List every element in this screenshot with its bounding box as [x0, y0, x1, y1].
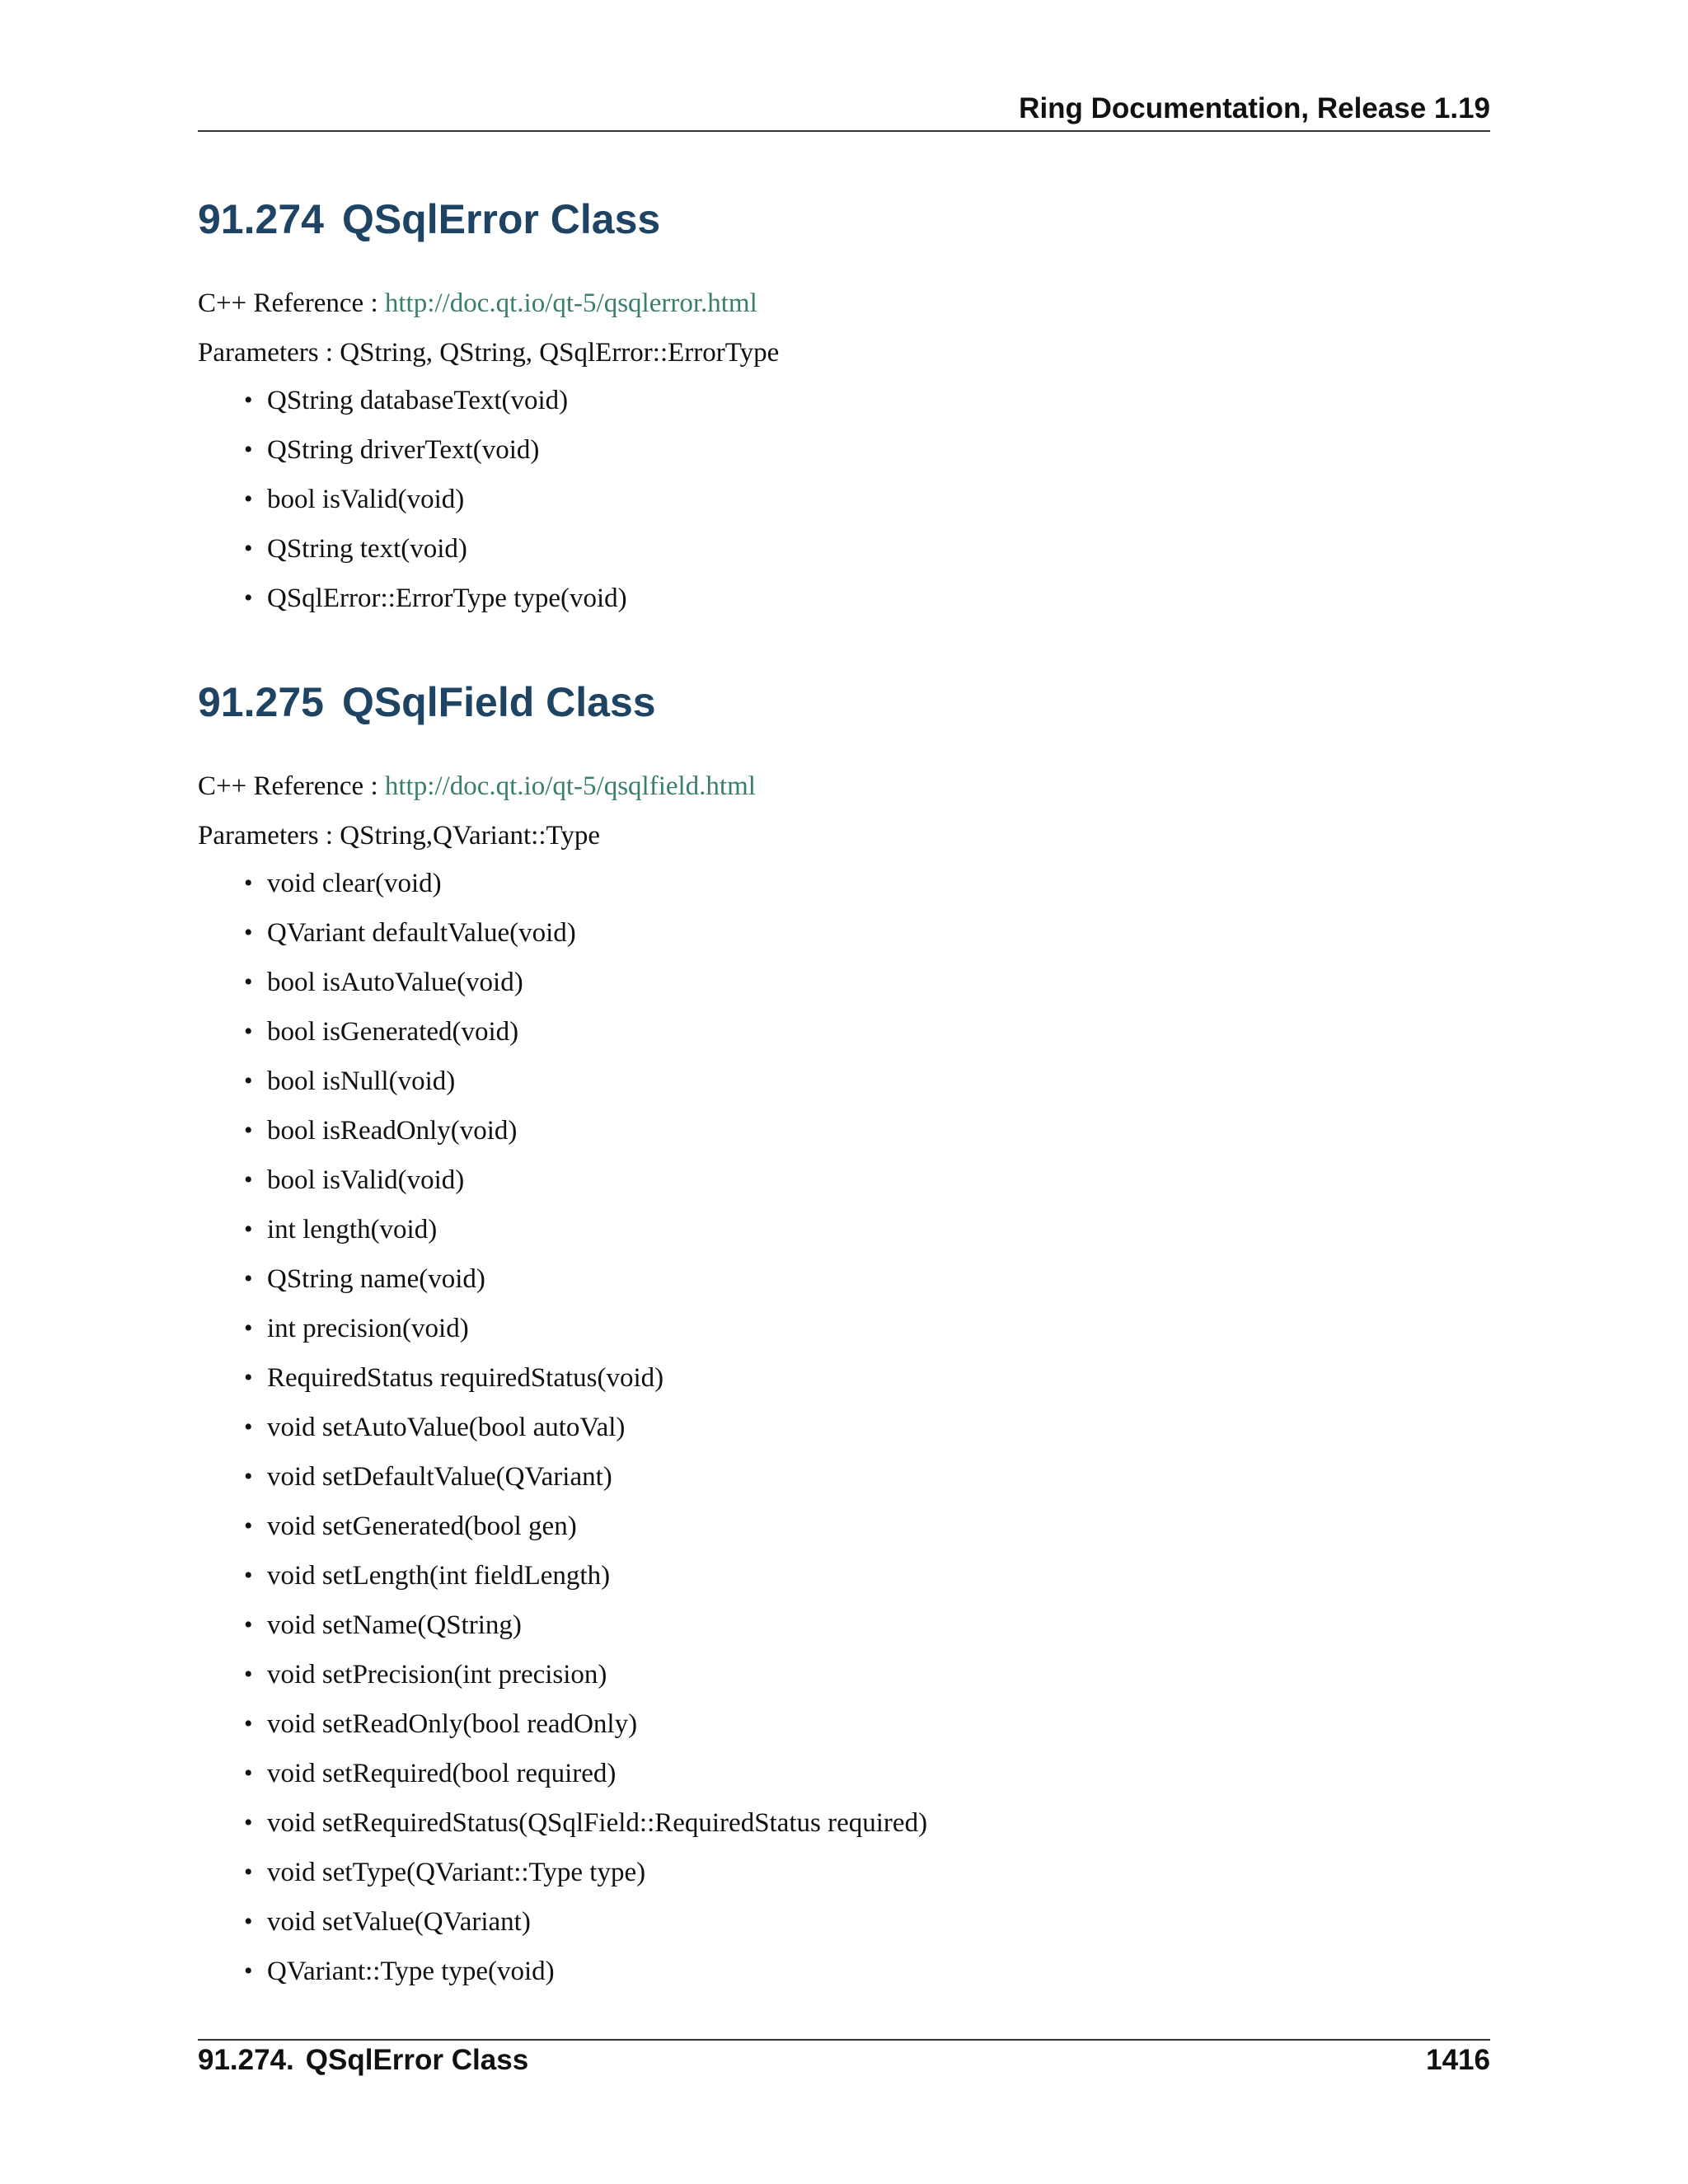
method-signature: bool isNull(void) [267, 1066, 456, 1096]
method-signature: RequiredStatus requiredStatus(void) [267, 1363, 664, 1393]
list-item [198, 1601, 927, 1650]
section-title [198, 677, 1490, 727]
method-signature: bool isAutoValue(void) [267, 968, 523, 997]
method-signature: bool isValid(void) [267, 1165, 465, 1195]
running-header: Ring Documentation, Release 1.19 [1019, 92, 1490, 124]
section-qsqlerror [198, 194, 1490, 244]
method-signature: void setPrecision(int precision) [267, 1660, 607, 1690]
list-item [198, 1947, 927, 1996]
method-list [198, 859, 927, 1996]
bullet-icon: • [244, 1364, 253, 1391]
method-signature: QString driverText(void) [267, 435, 540, 465]
bullet-icon: • [244, 1315, 253, 1342]
cpp-reference-line [198, 770, 756, 803]
reference-link[interactable]: http://doc.qt.io/qt-5/qsqlerror.html [384, 288, 757, 318]
cpp-reference-line [198, 287, 757, 320]
footer-section-name: QSqlError Class [305, 2044, 529, 2076]
section-title [198, 194, 1490, 244]
method-signature: QSqlError::ErrorType type(void) [267, 583, 627, 613]
reference-label: C++ Reference : [198, 288, 378, 318]
method-signature: void setReadOnly(bool readOnly) [267, 1709, 638, 1739]
page-number: 1416 [1426, 2044, 1490, 2076]
bullet-icon: • [244, 919, 253, 946]
list-item [198, 1254, 927, 1304]
list-item [198, 1205, 927, 1254]
list-item [198, 1106, 927, 1155]
parameters-value: QString,QVariant::Type [340, 821, 601, 851]
parameters-label: Parameters : [198, 821, 334, 851]
footer-rule [198, 2039, 1490, 2041]
list-item [198, 1897, 927, 1947]
bullet-icon: • [244, 968, 253, 996]
method-signature: int precision(void) [267, 1314, 469, 1343]
bullet-icon: • [244, 1710, 253, 1737]
bullet-icon: • [244, 1117, 253, 1144]
bullet-icon: • [244, 1908, 253, 1935]
parameters-value: QString, QString, QSqlError::ErrorType [340, 338, 780, 368]
method-signature: void setRequiredStatus(QSqlField::RequiredStatus required) [267, 1808, 928, 1838]
list-item [198, 1848, 927, 1897]
method-signature: void setName(QString) [267, 1610, 522, 1640]
bullet-icon: • [244, 1413, 253, 1441]
method-signature: QString databaseText(void) [267, 386, 569, 415]
section-heading-text: QSqlField Class [341, 679, 656, 725]
list-item [198, 958, 927, 1007]
bullet-icon: • [244, 1166, 253, 1193]
method-signature: void setAutoValue(bool autoVal) [267, 1413, 626, 1442]
section-qsqlfield [198, 677, 1490, 727]
document-page [198, 0, 1490, 2184]
section-number: 91.275 [198, 679, 324, 725]
method-signature: bool isReadOnly(void) [267, 1116, 518, 1146]
method-signature: void setValue(QVariant) [267, 1907, 531, 1937]
bullet-icon: • [244, 1957, 253, 1985]
list-item [198, 1798, 927, 1848]
method-signature: QVariant defaultValue(void) [267, 918, 576, 948]
list-item [198, 376, 627, 425]
method-signature: void setRequired(bool required) [267, 1759, 617, 1788]
bullet-icon: • [244, 1562, 253, 1589]
method-signature: void clear(void) [267, 869, 442, 898]
list-item [198, 859, 927, 908]
header-rule [198, 130, 1490, 132]
bullet-icon: • [244, 1809, 253, 1836]
footer-section-number: 91.274. [198, 2044, 294, 2076]
method-signature: bool isGenerated(void) [267, 1017, 519, 1047]
parameters-line [198, 819, 600, 852]
bullet-icon: • [244, 1858, 253, 1886]
bullet-icon: • [244, 1067, 253, 1094]
list-item [198, 524, 627, 574]
list-item [198, 1551, 927, 1601]
section-heading-text: QSqlError Class [341, 196, 661, 242]
method-signature: QString name(void) [267, 1264, 485, 1294]
footer-section-title [198, 2044, 528, 2077]
parameters-line [198, 336, 779, 369]
list-item [198, 1749, 927, 1798]
method-signature: QVariant::Type type(void) [267, 1957, 555, 1986]
bullet-icon: • [244, 535, 253, 562]
bullet-icon: • [244, 1018, 253, 1045]
bullet-icon: • [244, 485, 253, 513]
bullet-icon: • [244, 584, 253, 612]
list-item [198, 425, 627, 475]
list-item [198, 574, 627, 623]
bullet-icon: • [244, 1661, 253, 1688]
bullet-icon: • [244, 1265, 253, 1292]
parameters-label: Parameters : [198, 338, 334, 368]
list-item [198, 1057, 927, 1106]
reference-link[interactable]: http://doc.qt.io/qt-5/qsqlfield.html [384, 771, 756, 801]
method-signature: bool isValid(void) [267, 485, 465, 514]
list-item [198, 1403, 927, 1452]
list-item [198, 1650, 927, 1699]
bullet-icon: • [244, 1463, 253, 1490]
list-item [198, 1304, 927, 1353]
bullet-icon: • [244, 1611, 253, 1638]
list-item [198, 1155, 927, 1205]
reference-label: C++ Reference : [198, 771, 378, 801]
list-item [198, 1699, 927, 1749]
bullet-icon: • [244, 1760, 253, 1787]
list-item [198, 1452, 927, 1502]
bullet-icon: • [244, 1512, 253, 1540]
bullet-icon: • [244, 436, 253, 463]
method-signature: void setGenerated(bool gen) [267, 1511, 577, 1541]
method-signature: void setLength(int fieldLength) [267, 1561, 611, 1591]
list-item [198, 1007, 927, 1057]
list-item [198, 1502, 927, 1551]
list-item [198, 1353, 927, 1403]
method-list [198, 376, 627, 623]
bullet-icon: • [244, 387, 253, 414]
method-signature: void setType(QVariant::Type type) [267, 1858, 646, 1887]
method-signature: QString text(void) [267, 534, 467, 564]
bullet-icon: • [244, 869, 253, 897]
bullet-icon: • [244, 1216, 253, 1243]
method-signature: int length(void) [267, 1215, 438, 1244]
section-number: 91.274 [198, 196, 324, 242]
list-item [198, 908, 927, 958]
list-item [198, 475, 627, 524]
method-signature: void setDefaultValue(QVariant) [267, 1462, 612, 1492]
